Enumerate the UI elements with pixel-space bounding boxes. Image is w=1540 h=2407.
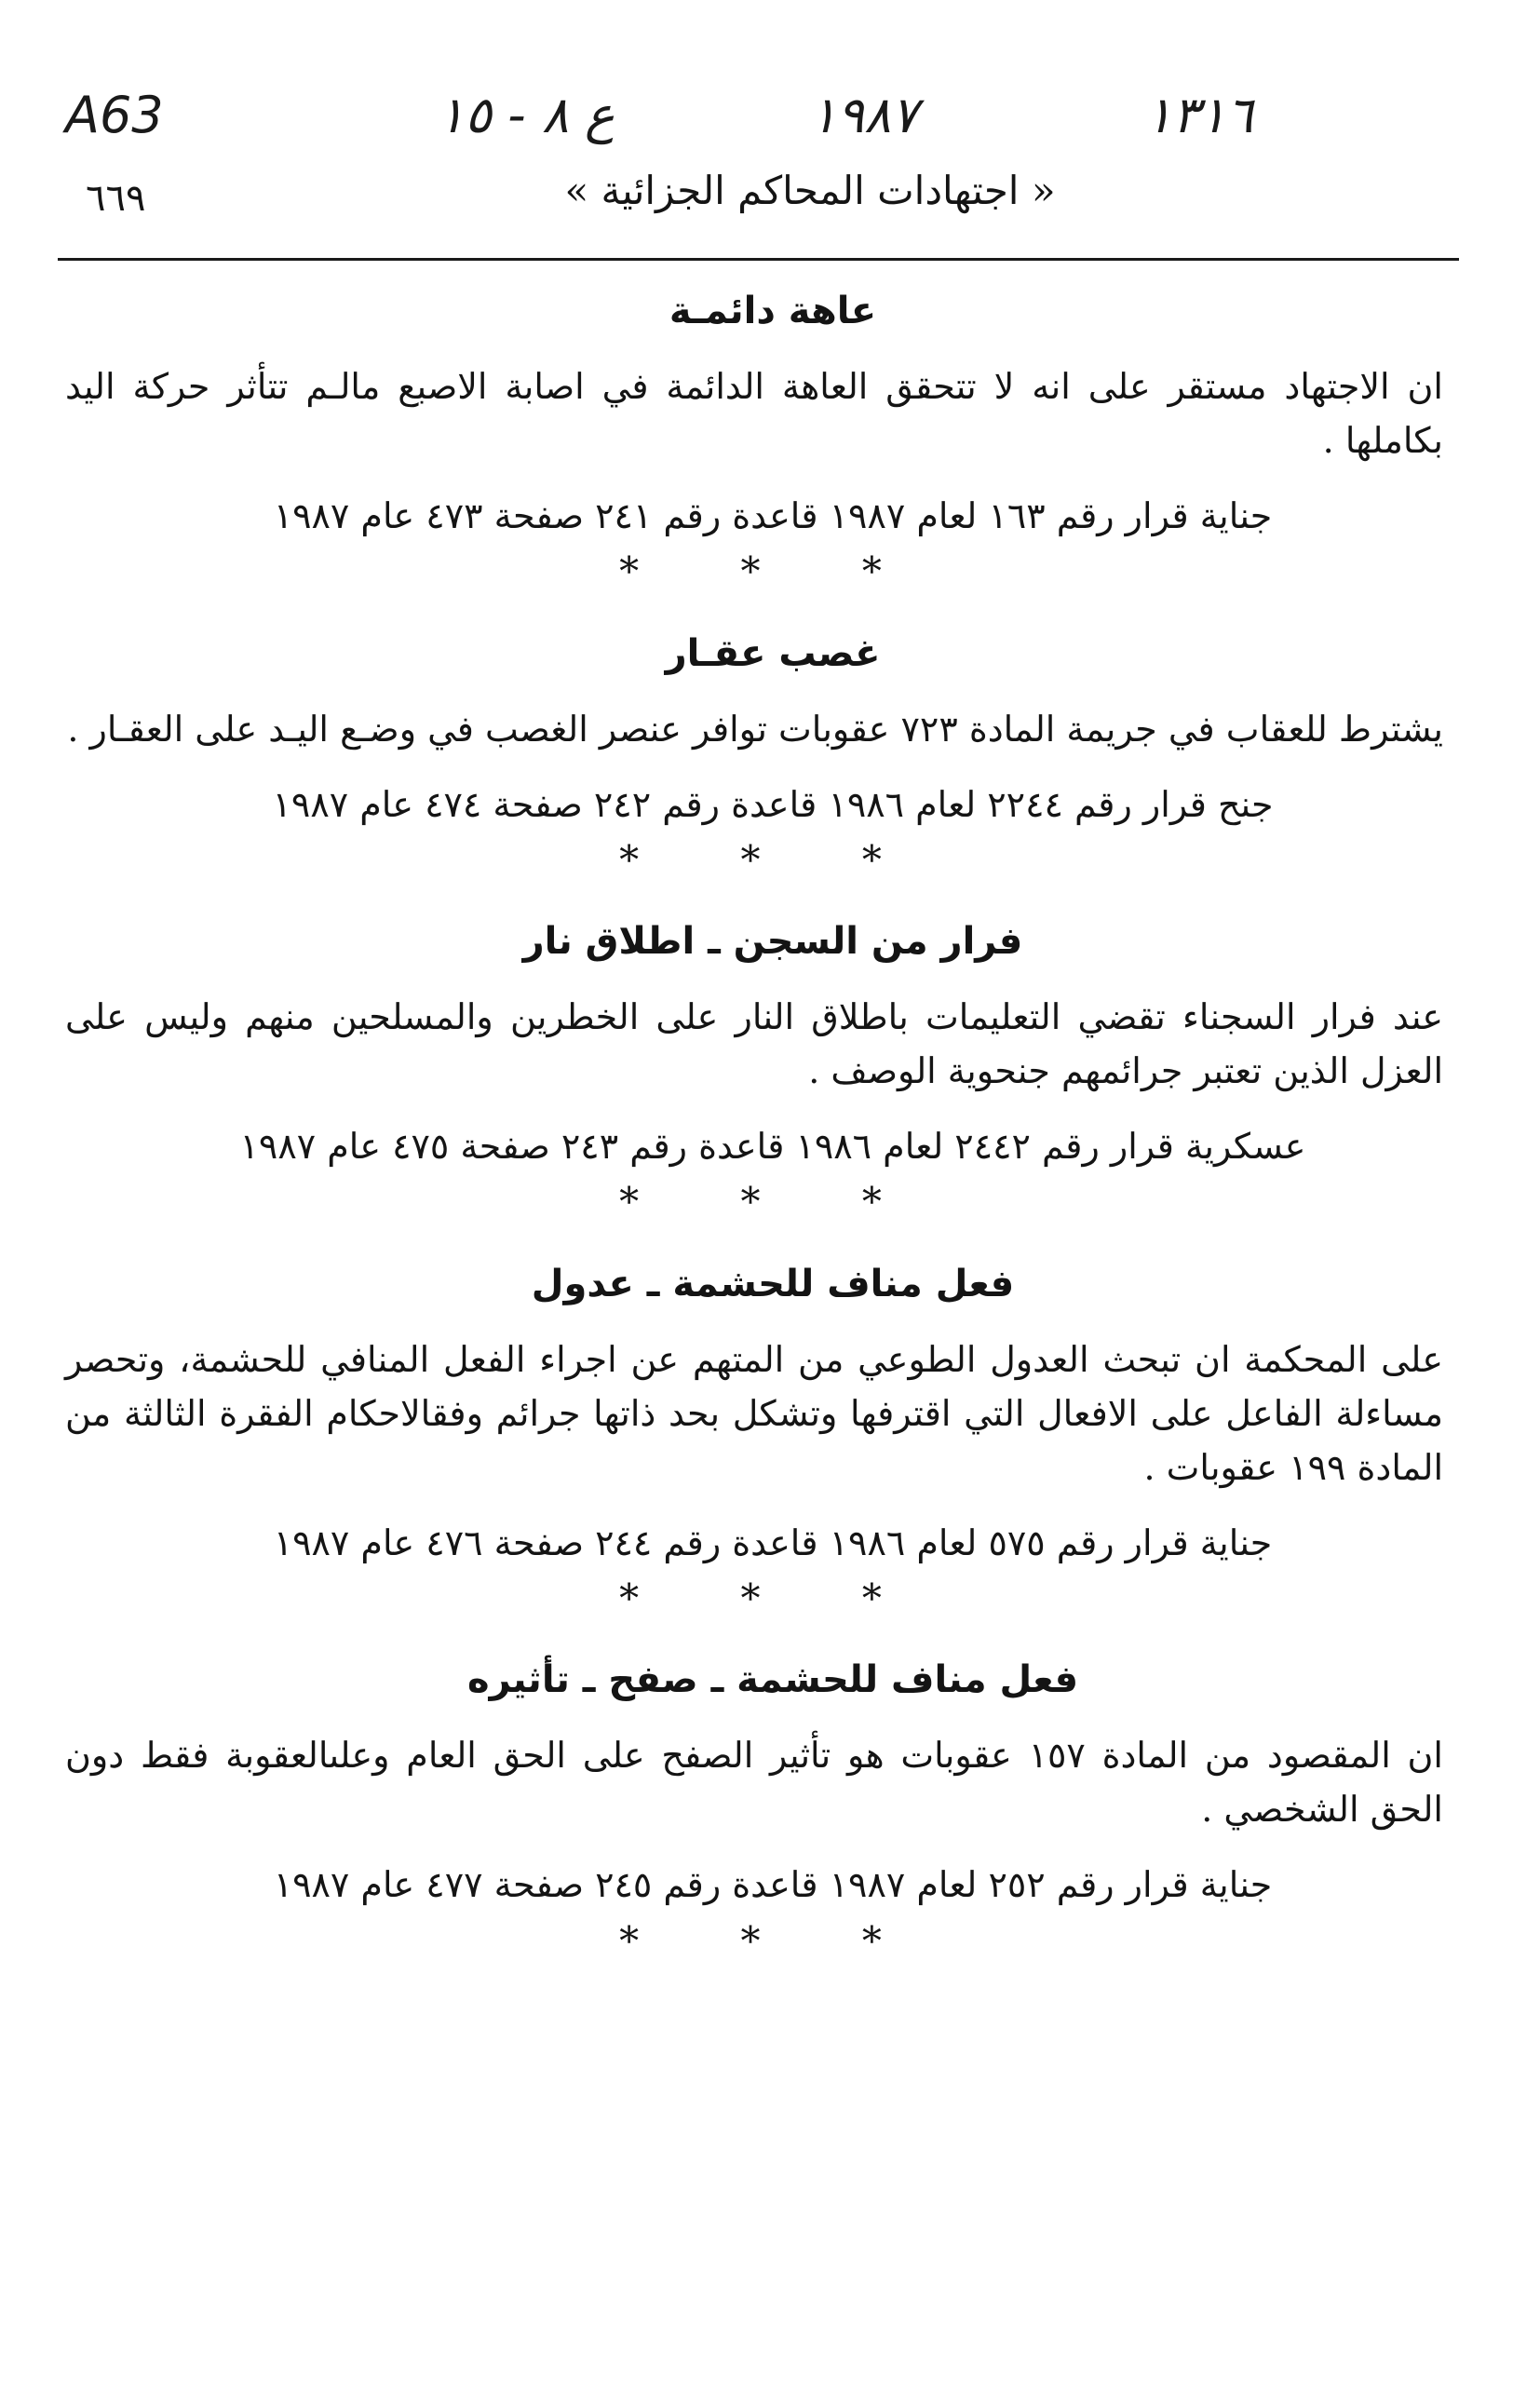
entry-title: عاهة دائمـة (669, 290, 877, 332)
asterisk-separator: * * * (619, 1575, 926, 1621)
entry-citation: جناية قرار رقم ١٦٣ لعام ١٩٨٧ قاعدة رقم ٢٤١ صفحة ٤٧٣ عام ١٩٨٧ (273, 495, 1273, 536)
entry-indecent-act-pardon (65, 1656, 1480, 1965)
entry-body: ان المقصود من المادة ١٥٧ عقوبات هو تأثير الصفح على الحق العام وعلىالعقوبة فقط دون الحق الشخصي . (65, 1735, 1443, 1831)
entry-title: فعل مناف للحشمة ـ عدول (531, 1262, 1015, 1305)
running-title: « اجتهادات المحاكم الجزائية » (564, 168, 1056, 213)
entry-prison-escape (65, 917, 1480, 1226)
entries-list (65, 287, 1480, 1998)
entry-title: فعل مناف للحشمة ـ صفح ـ تأثيره (466, 1658, 1079, 1702)
handwritten-year: ١٩٨٧ (810, 86, 919, 144)
entry-citation: جنح قرار رقم ٢٢٤٤ لعام ١٩٨٦ قاعدة رقم ٢٤٢ صفحة ٤٧٤ عام ١٩٨٧ (272, 783, 1274, 825)
entry-citation: جناية قرار رقم ٢٥٢ لعام ١٩٨٧ قاعدة رقم ٢٤٥ صفحة ٤٧٧ عام ١٩٨٧ (273, 1864, 1273, 1906)
asterisk-separator: * * * (619, 1917, 926, 1964)
entry-body: يشترط للعقاب في جريمة المادة ٧٢٣ عقوبات توافر عنصر الغصب في وضـع اليـد على العقـار . (67, 708, 1443, 750)
handwritten-hijri-year: ١٣١٦ (1145, 86, 1254, 144)
entry-citation: جناية قرار رقم ٥٧٥ لعام ١٩٨٦ قاعدة رقم ٢٤٤ صفحة ٤٧٦ عام ١٩٨٧ (273, 1521, 1273, 1563)
entry-body: ان الاجتهاد مستقر على انه لا تتحقق العاهة الدائمة في اصابة الاصبع مالـم تتأثر حركة اليد بكاملها . (65, 366, 1443, 461)
handwritten-archive-code: A63 (65, 86, 164, 144)
asterisk-separator: * * * (619, 836, 926, 883)
entry-indecent-act-withdrawal (65, 1260, 1480, 1623)
asterisk-separator: * * * (619, 1179, 926, 1225)
asterisk-separator: * * * (619, 548, 926, 595)
entry-title: فرار من السجن ـ اطلاق نار (522, 920, 1023, 964)
handwritten-reference: ع ٨ - ١٥ (438, 86, 615, 144)
entry-property-usurpation (65, 629, 1480, 885)
entry-body: عند فرار السجناء تقضي التعليمات باطلاق النار على الخطرين والمسلحين منهم وليس على العزل الذين تعتبر جرائمهم جنحوية الوصف . (65, 996, 1443, 1092)
entry-title: غصب عقـار (665, 631, 881, 675)
entry-permanent-disability (65, 287, 1480, 596)
header-rule (58, 258, 1459, 261)
entry-citation: عسكرية قرار رقم ٢٤٤٢ لعام ١٩٨٦ قاعدة رقم ٢٤٣ صفحة ٤٧٥ عام ١٩٨٧ (239, 1126, 1306, 1168)
page-number: ٦٦٩ (86, 177, 146, 220)
entry-body: على المحكمة ان تبحث العدول الطوعي من المتهم عن اجراء الفعل المنافي للحشمة، وتحصر مساءلة الفاعل على الافعال التي اقترفها وتشكل بحد ذاتها جرائم وفقالاحكام الفقرة الثالثة من المادة ١٩٩ عقوبات . (65, 1338, 1443, 1488)
